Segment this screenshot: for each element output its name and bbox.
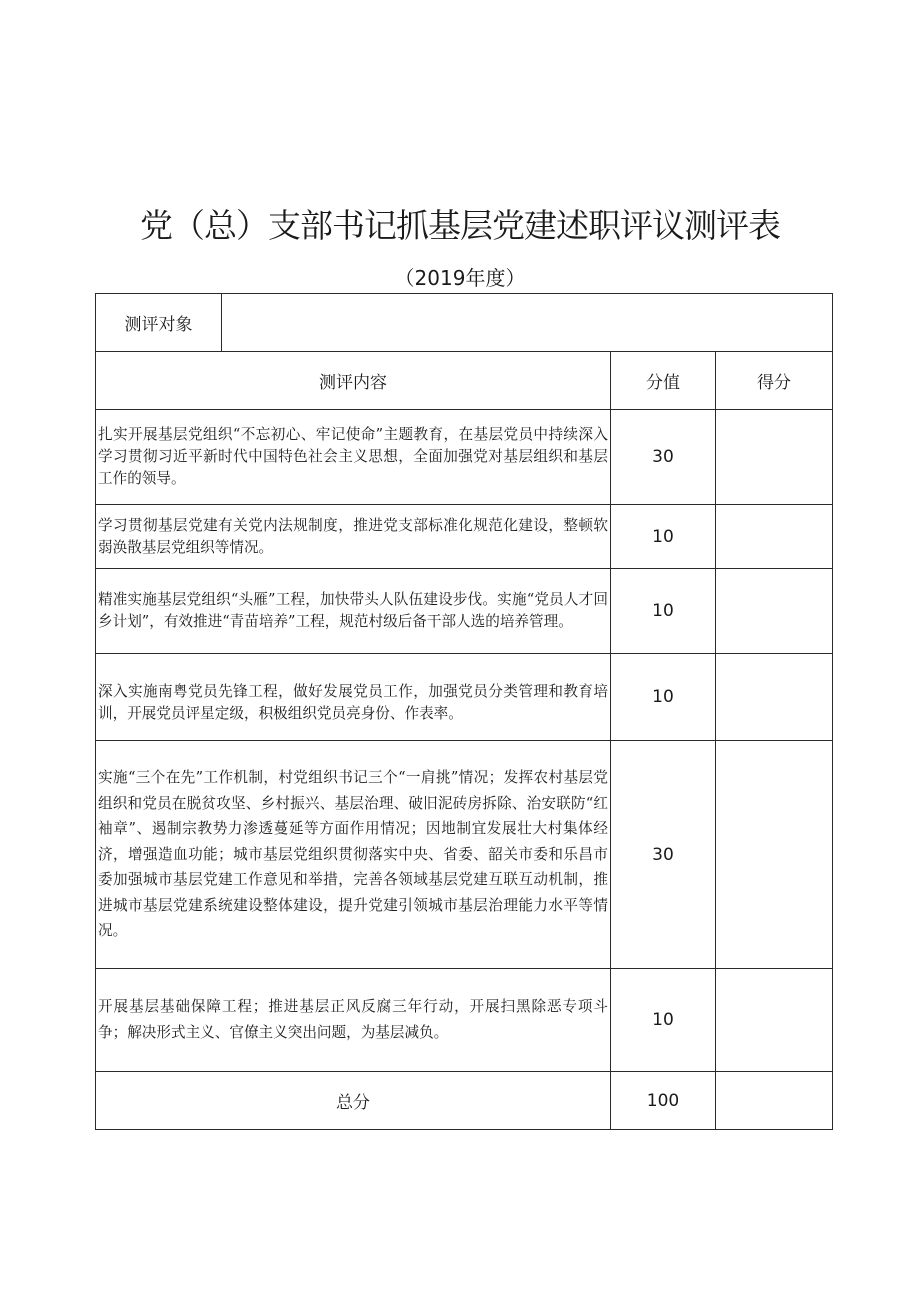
target-value-cell[interactable] bbox=[222, 294, 833, 352]
table-row bbox=[96, 969, 833, 1072]
row-value: 30 bbox=[611, 741, 716, 969]
total-value: 100 bbox=[611, 1072, 716, 1130]
total-label: 总分 bbox=[96, 1072, 611, 1130]
evaluation-table bbox=[95, 293, 833, 1130]
target-label: 测评对象 bbox=[124, 315, 193, 335]
row-score-input[interactable] bbox=[716, 505, 833, 569]
row-content: 精准实施基层党组织“头雁”工程，加快带头人队伍建设步伐。实施“党员人才回乡计划”，有效推进“青苗培养”工程，规范村级后备干部人选的培养管理。 bbox=[96, 569, 611, 654]
table-row bbox=[96, 410, 833, 505]
table-row bbox=[96, 505, 833, 569]
total-row bbox=[96, 1072, 833, 1130]
table-row bbox=[96, 569, 833, 654]
row-score-input[interactable] bbox=[716, 969, 833, 1072]
table-row bbox=[96, 741, 833, 969]
year-subtitle: （2019年度） bbox=[394, 266, 526, 290]
page-title: 党（总）支部书记抓基层党建述职评议测评表 bbox=[140, 206, 780, 245]
header-content: 测评内容 bbox=[96, 352, 611, 410]
row-content: 扎实开展基层党组织“不忘初心、牢记使命”主题教育，在基层党员中持续深入学习贯彻习近平新时代中国特色社会主义思想，全面加强党对基层组织和基层工作的领导。 bbox=[96, 410, 611, 505]
target-label-cell bbox=[96, 294, 222, 352]
row-content: 深入实施南粤党员先锋工程，做好发展党员工作，加强党员分类管理和教育培训，开展党员评星定级，积极组织党员亮身份、作表率。 bbox=[96, 654, 611, 741]
row-value: 30 bbox=[611, 410, 716, 505]
row-content: 学习贯彻基层党建有关党内法规制度，推进党支部标准化规范化建设，整顿软弱涣散基层党组织等情况。 bbox=[96, 505, 611, 569]
row-score-input[interactable] bbox=[716, 654, 833, 741]
target-row bbox=[96, 294, 833, 352]
row-value: 10 bbox=[611, 569, 716, 654]
header-row bbox=[96, 352, 833, 410]
total-score-input[interactable] bbox=[716, 1072, 833, 1130]
table-row bbox=[96, 654, 833, 741]
header-value: 分值 bbox=[611, 352, 716, 410]
row-value: 10 bbox=[611, 969, 716, 1072]
row-value: 10 bbox=[611, 654, 716, 741]
row-score-input[interactable] bbox=[716, 569, 833, 654]
row-content: 实施“三个在先”工作机制，村党组织书记三个“一肩挑”情况；发挥农村基层党组织和党员在脱贫攻坚、乡村振兴、基层治理、破旧泥砖房拆除、治安联防“红袖章”、遏制宗教势力渗透蔓延等方面作用情况；因地制宜发展壮大村集体经济，增强造血功能；城市基层党组织贯彻落实中央、省委、韶关市委和乐昌市委加强城市基层党建工作意见和举措，完善各领域基层党建互联互动机制，推进城市基层党建系统建设整体建设，提升党建引领城市基层治理能力水平等情况。 bbox=[96, 741, 611, 969]
row-score-input[interactable] bbox=[716, 741, 833, 969]
row-score-input[interactable] bbox=[716, 410, 833, 505]
row-value: 10 bbox=[611, 505, 716, 569]
header-score: 得分 bbox=[716, 352, 833, 410]
row-content: 开展基层基础保障工程；推进基层正风反腐三年行动，开展扫黑除恶专项斗争；解决形式主义、官僚主义突出问题，为基层减负。 bbox=[96, 969, 611, 1072]
